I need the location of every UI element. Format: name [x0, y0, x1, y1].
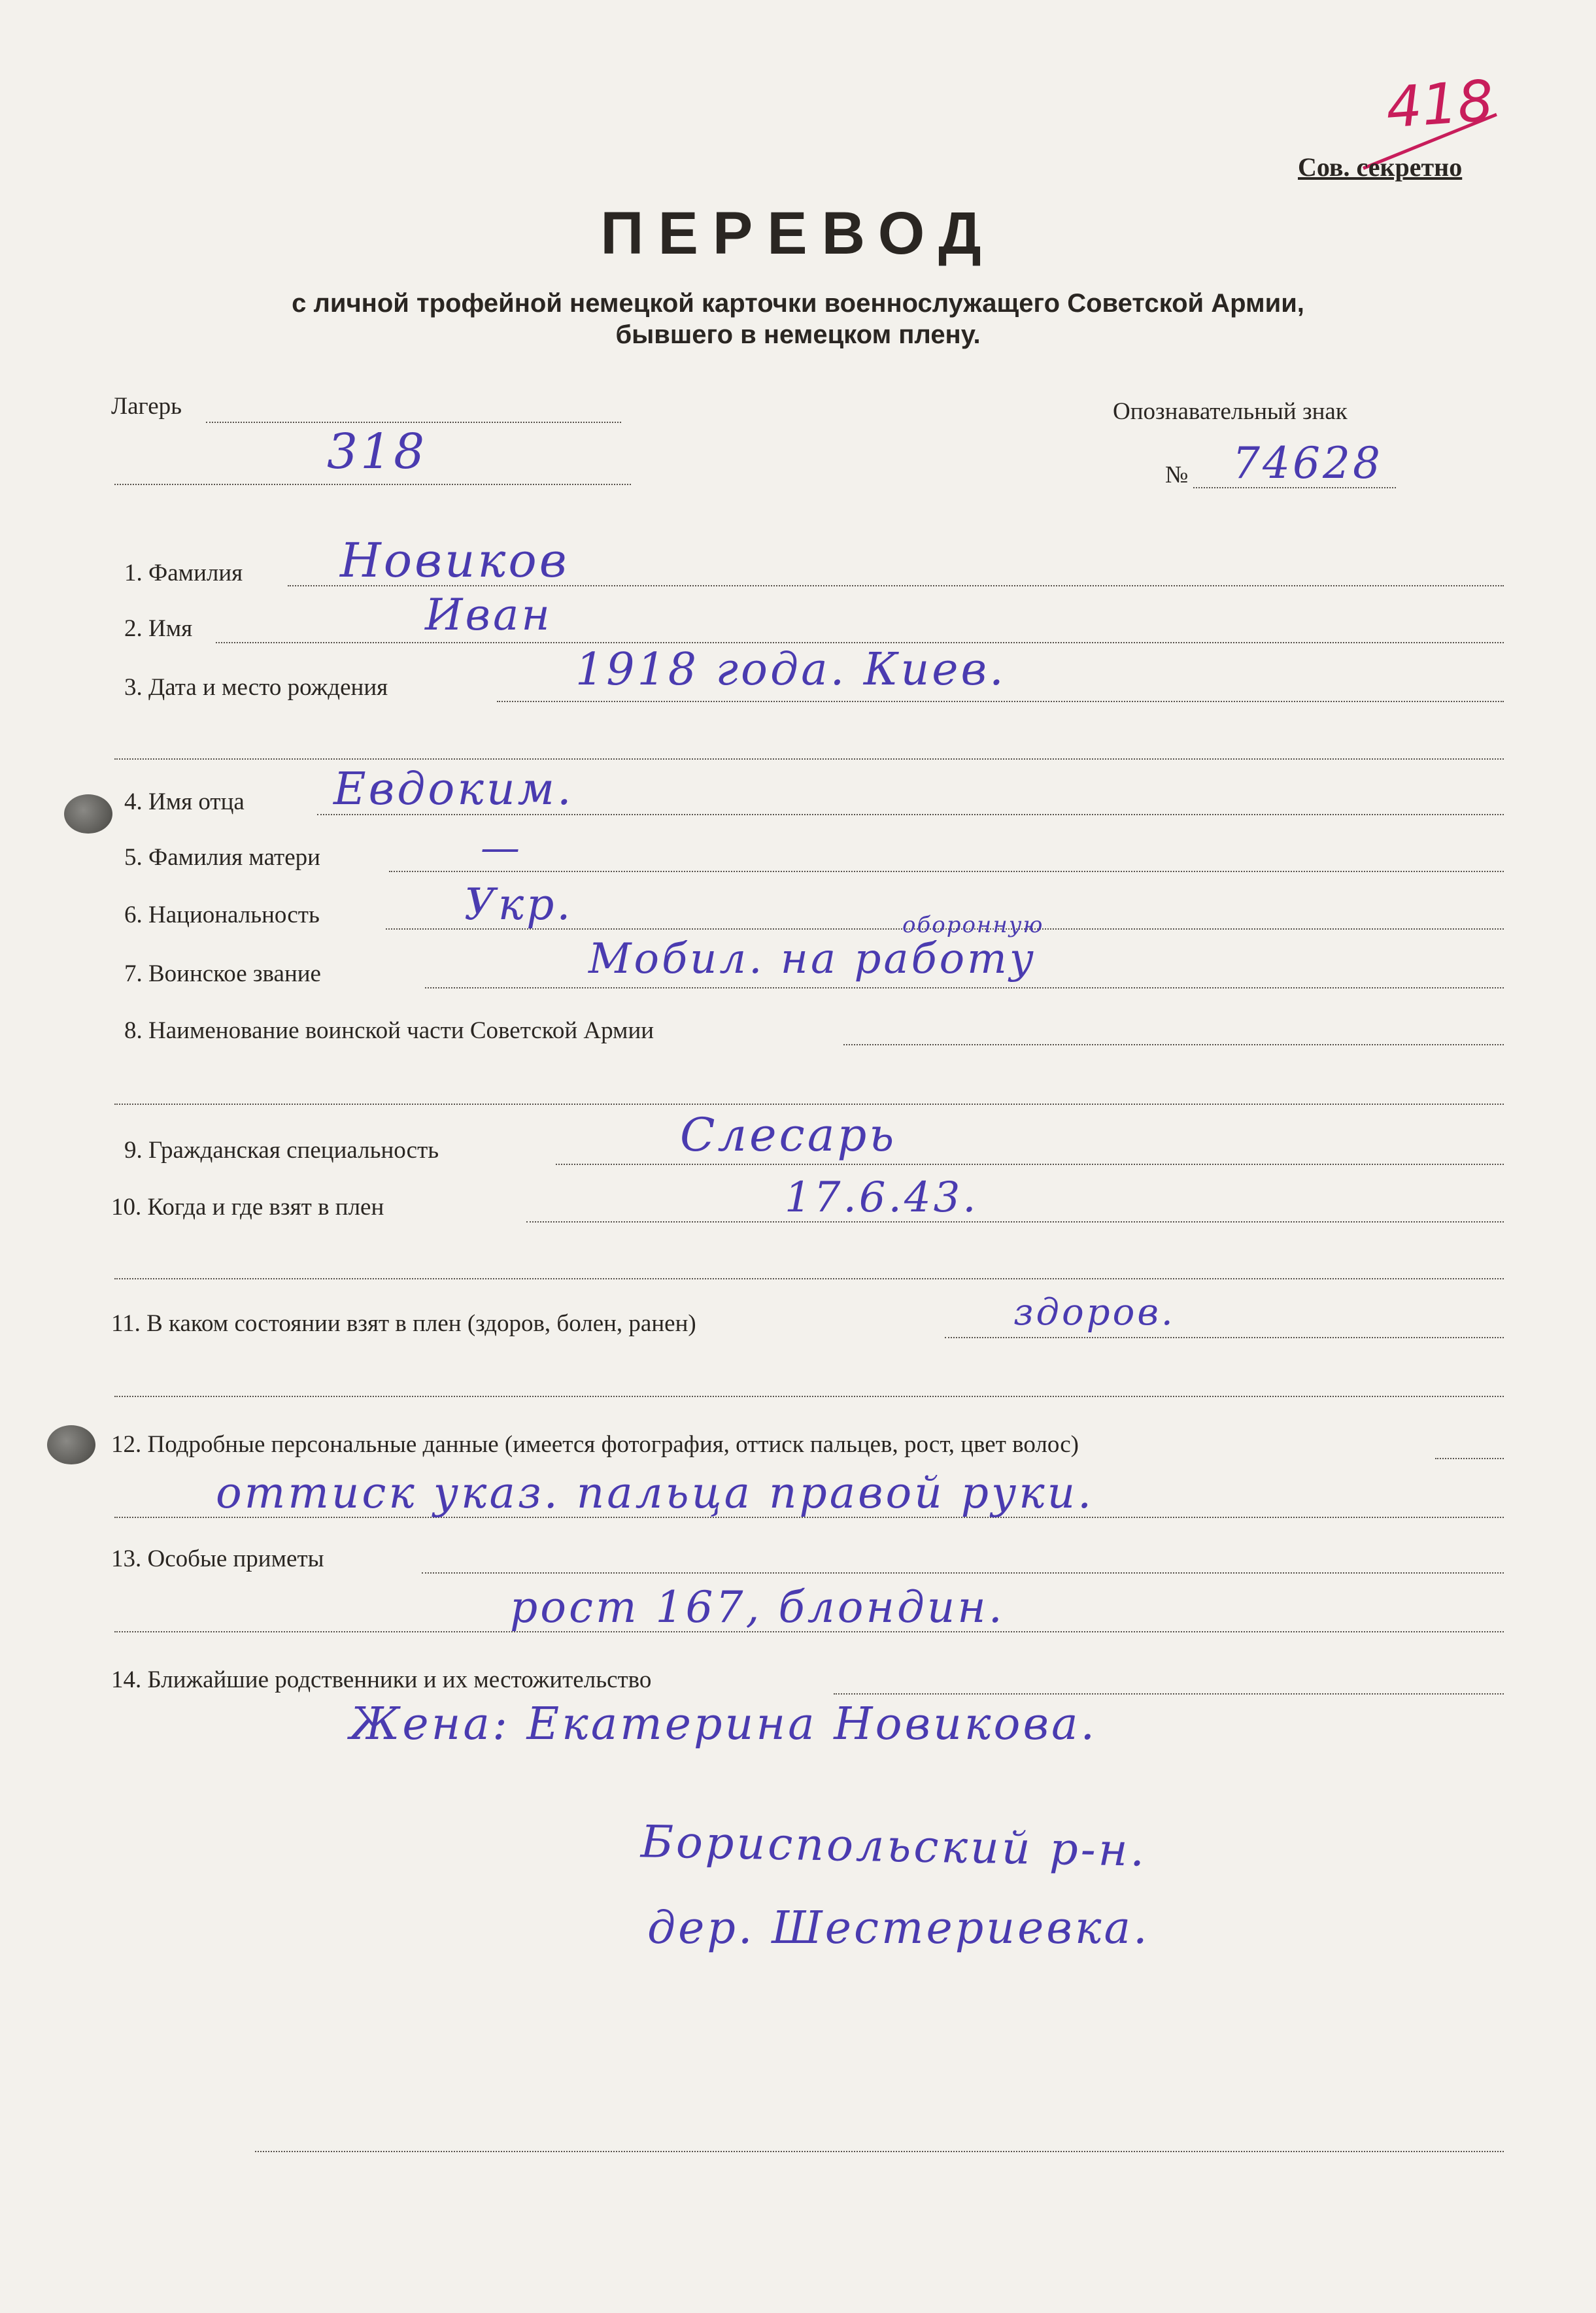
field-14-value-line-2: Бориспольский р-н.	[640, 1816, 1147, 1877]
field-7-insert: оборонную	[902, 912, 1044, 938]
field-3-value: 1918 года. Киев.	[575, 644, 1006, 696]
camp-value: 318	[327, 424, 428, 480]
field-1-label: 1. Фамилия	[124, 560, 243, 586]
id-number-prefix: №	[1165, 462, 1189, 488]
field-11-rule	[945, 1337, 1504, 1338]
field-14-value-line-3: дер. Шестериевка.	[647, 1902, 1150, 1954]
field-5-value: —	[481, 825, 522, 871]
camp-rule-1	[206, 422, 621, 423]
camp-rule-2	[114, 484, 631, 485]
subtitle-line-1: с личной трофейной немецкой карточки военнослужащего Советской Армии,	[292, 289, 1304, 318]
field-10-value: 17.6.43.	[785, 1173, 979, 1222]
field-9-value: Слесарь	[680, 1108, 897, 1162]
punch-hole-lower	[47, 1425, 95, 1464]
field-11-label: 11. В каком состоянии взят в плен (здоров, болен, ранен)	[111, 1310, 696, 1337]
document-title: ПЕРЕВОД	[600, 200, 996, 267]
field-14-value-line-1: Жена: Екатерина Новикова.	[350, 1698, 1098, 1750]
field-13-rule	[422, 1572, 1504, 1574]
field-14-label: 14. Ближайшие родственники и их местожительство	[111, 1666, 652, 1693]
archive-number: 418	[1384, 68, 1496, 141]
field-4-value: Евдоким.	[333, 764, 574, 815]
bottom-rule	[255, 2151, 1504, 2152]
subtitle-line-2: бывшего в немецком плену.	[615, 320, 981, 349]
field-13-value: рост 167, блондин.	[510, 1582, 1005, 1632]
field-13-label: 13. Особые приметы	[111, 1545, 324, 1572]
field-9-rule	[556, 1164, 1504, 1165]
field-7-value: Мобил. на работу	[588, 935, 1036, 983]
id-tag-label: Опознавательный знак	[1113, 398, 1348, 425]
field-10-rule	[526, 1221, 1504, 1223]
field-2-value: Иван	[425, 590, 552, 640]
field-14-rule	[834, 1693, 1504, 1695]
field-2-rule	[216, 642, 1504, 643]
field-3-rule-2	[114, 758, 1504, 760]
field-11-rule-2	[114, 1396, 1504, 1397]
classification-mark: Сов. секретно	[1298, 152, 1463, 182]
field-12-value: оттиск указ. пальца правой руки.	[216, 1468, 1095, 1518]
field-5-label: 5. Фамилия матери	[124, 844, 320, 871]
field-2-label: 2. Имя	[124, 615, 193, 642]
field-8-rule	[843, 1044, 1504, 1045]
field-6-value: Укр.	[464, 879, 573, 930]
field-12-label: 12. Подробные персональные данные (имеется фотография, оттиск пальцев, рост, цвет волос)	[111, 1431, 1079, 1458]
field-6-label: 6. Национальность	[124, 902, 320, 928]
field-7-label: 7. Воинское звание	[124, 960, 321, 987]
field-8-rule-2	[114, 1104, 1504, 1105]
camp-label: Лагерь	[111, 393, 182, 420]
field-9-label: 9. Гражданская специальность	[124, 1137, 439, 1164]
field-4-label: 4. Имя отца	[124, 788, 245, 815]
field-8-label: 8. Наименование воинской части Советской Армии	[124, 1017, 654, 1044]
id-number-value: 74628	[1232, 438, 1383, 488]
field-5-rule	[389, 871, 1504, 872]
field-3-label: 3. Дата и место рождения	[124, 674, 388, 701]
field-11-value: здоров.	[1013, 1291, 1176, 1334]
field-10-label: 10. Когда и где взят в плен	[111, 1194, 384, 1221]
field-10-rule-2	[114, 1278, 1504, 1279]
field-7-rule	[425, 987, 1504, 988]
field-1-value: Новиков	[340, 533, 569, 588]
punch-hole-upper	[64, 794, 112, 834]
field-12-rule	[1435, 1458, 1504, 1459]
field-3-rule	[497, 701, 1504, 702]
